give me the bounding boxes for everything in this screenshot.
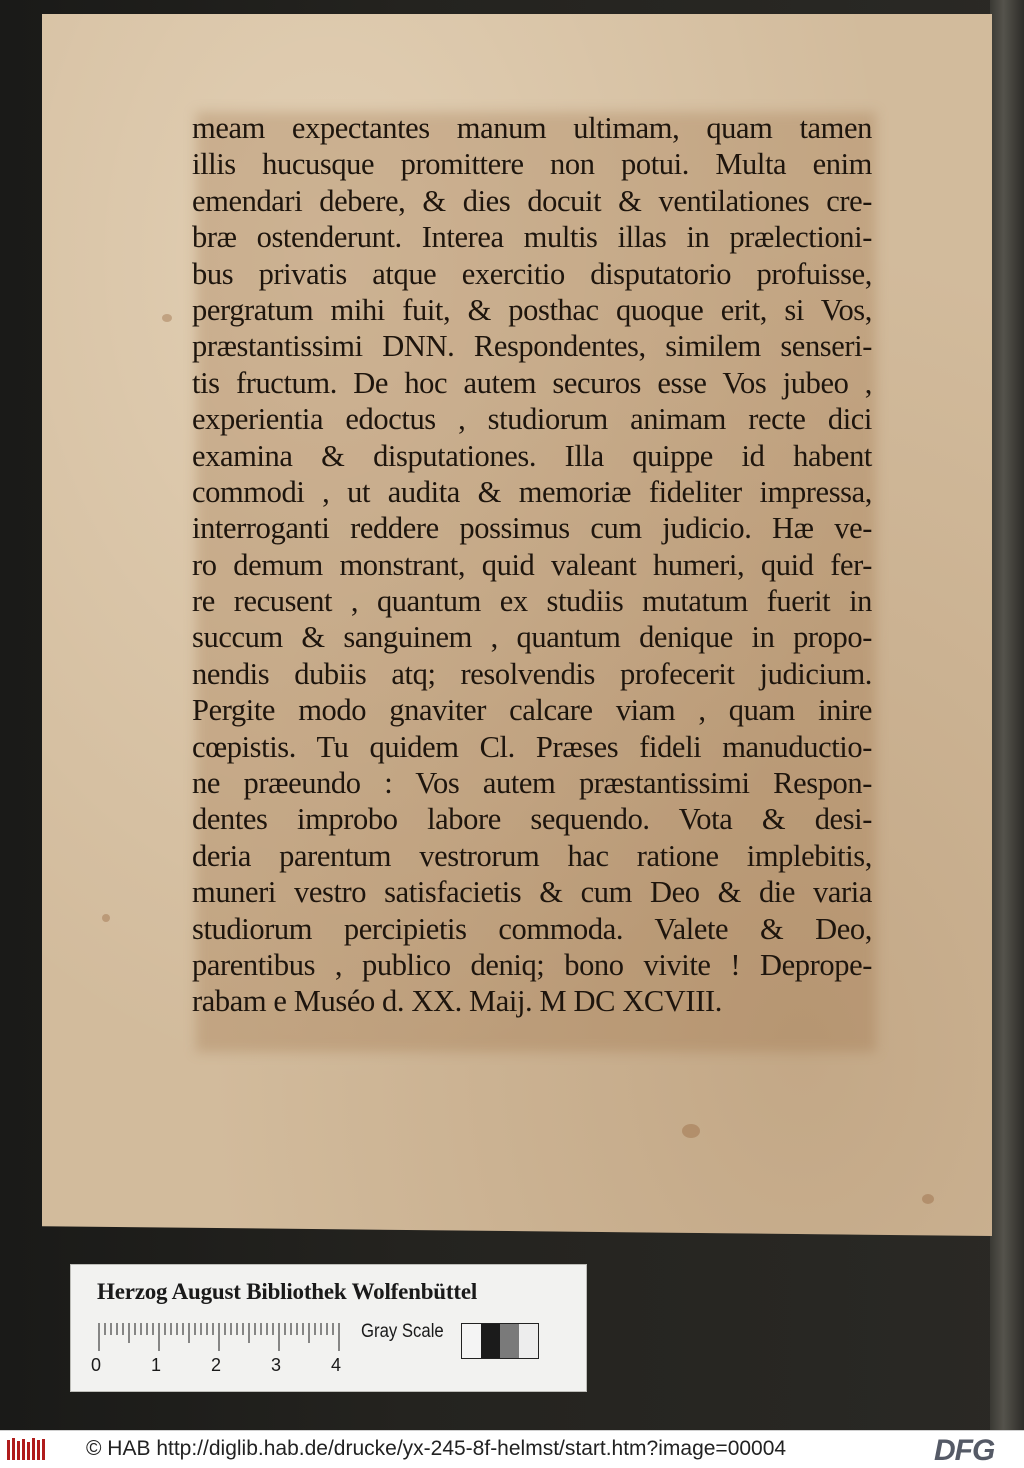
text-line: bus privatis atque exercitio disputatorio profuisse,: [192, 256, 872, 291]
text-line: studiorum percipietis commoda. Valete & Deo,: [192, 911, 872, 946]
ruler-number: 2: [211, 1355, 222, 1375]
gray-patch: [500, 1324, 519, 1358]
ruler: [97, 1323, 347, 1353]
library-name: Herzog August Bibliothek Wolfenbüttel: [97, 1279, 478, 1304]
dfg-logo: DFG: [934, 1434, 995, 1467]
text-line: præstantissimi DNN. Respondentes, similem senseri-: [192, 329, 872, 364]
text-line: deria parentum vestrorum hac ratione implebitis,: [192, 838, 872, 873]
text-line: emendari debere, & dies docuit & ventilationes cre-: [192, 183, 872, 218]
page-text: [192, 110, 872, 1020]
footer-attribution: © HAB http://diglib.hab.de/drucke/yx-245-8f-helmst/start.htm?image=00004: [86, 1437, 787, 1460]
text-line: examina & disputationes. Illa quippe id habent: [192, 438, 872, 473]
text-line: experientia edoctus , studiorum animam recte dici: [192, 402, 872, 437]
text-line: tis fructum. De hoc autem securos esse Vos jubeo ,: [192, 365, 872, 400]
text-line: nendis dubiis atq; resolvendis profecerit judicium.: [192, 656, 872, 691]
text-line: dentes improbo labore sequendo. Vota & desi-: [192, 802, 872, 837]
text-line: ro demum monstrant, quid valeant humeri, quid fer-: [192, 547, 872, 582]
ruler-number: 0: [91, 1355, 102, 1375]
text-line: illis hucusque promittere non potui. Multa enim: [192, 147, 872, 182]
gray-patch: [519, 1324, 538, 1358]
hab-logo-icon: [6, 1437, 46, 1463]
footer-bar: [0, 1430, 1024, 1468]
text-line: parentibus , publico deniq; bono vivite ! Deprope-: [192, 947, 872, 982]
book-binding-edge: [990, 0, 1024, 1430]
ruler-numbers: [91, 1355, 371, 1377]
text-line: Pergite modo gnaviter calcare viam , quam inire: [192, 693, 872, 728]
text-line: cœpistis. Tu quidem Cl. Præses fideli manuductio-: [192, 729, 872, 764]
text-line: re recusent , quantum ex studiis mutatum fuerit in: [192, 584, 872, 619]
foxing-spot: [682, 1124, 700, 1138]
text-line: bræ ostenderunt. Interea multis illas in prælectioni-: [192, 220, 872, 255]
foxing-spot: [162, 314, 172, 322]
text-line: meam expectantes manum ultimam, quam tamen: [192, 111, 872, 145]
text-line: pergratum mihi fuit, & posthac quoque erit, si Vos,: [192, 292, 872, 327]
foxing-spot: [922, 1194, 934, 1204]
text-line: succum & sanguinem , quantum denique in propo-: [192, 620, 872, 655]
gray-patch: [481, 1324, 500, 1358]
text-line: ne præeundo : Vos autem præstantissimi Respon-: [192, 766, 872, 801]
gray-scale-label: Gray Scale: [361, 1321, 444, 1342]
ruler-number: 3: [271, 1355, 282, 1375]
text-line: rabam e Muséo d. XX. Maij. M DC XCVIII.: [192, 984, 722, 1019]
color-reference-card: [70, 1264, 587, 1392]
foxing-spot: [102, 914, 110, 922]
ruler-number: 4: [331, 1355, 342, 1375]
gray-scale-patches: [461, 1323, 539, 1359]
text-line: interroganti reddere possimus cum judicio. Hæ ve-: [192, 511, 872, 546]
gray-patch: [462, 1324, 481, 1358]
text-line: commodi , ut audita & memoriæ fideliter impressa,: [192, 474, 872, 509]
ruler-number: 1: [151, 1355, 162, 1375]
text-line: muneri vestro satisfacietis & cum Deo & die varia: [192, 875, 872, 910]
